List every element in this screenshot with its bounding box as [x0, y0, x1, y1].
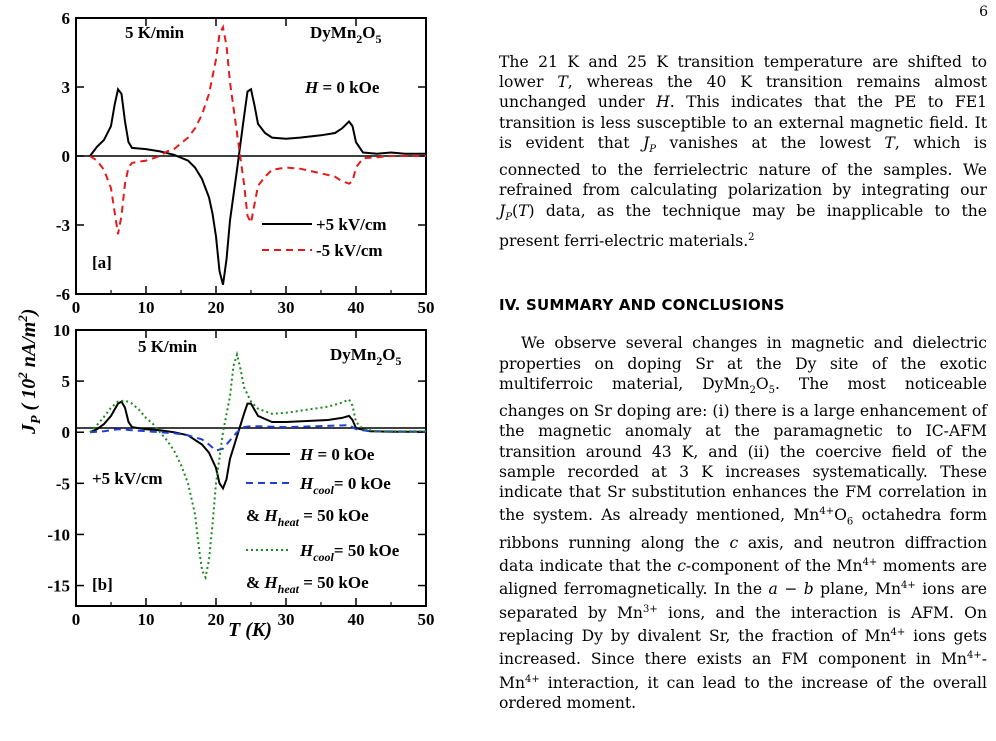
- paragraph-transition: The 21 K and 25 K transition temperature are shifted to lower T, whereas the 40 K transition remains almost unchanged under H. This indicates that the PE to FE1 transition is less susceptible to an external magnetic field. It is evident that $J_P$ vanishes at the lowest T, which is connected to the ferrielectric nature of the samples. We refrained from calculating polarization by integrating our $J_P(T)$ data, as the technique may be inapplicable to the present ferri-electric materials.$^2$: [499, 53, 987, 251]
- panel-b-rate: 5 K/min: [138, 337, 198, 356]
- x-tick-label: 40: [347, 610, 365, 629]
- legend-b-hheat50-2: & $H_{heat} = 50$ kOe: [246, 573, 369, 596]
- y-tick-label: -6: [55, 285, 70, 304]
- legend-a-minus5: -5 kV/cm: [316, 241, 383, 260]
- panel-b-sample: $DyMn_2O_5$: [330, 345, 402, 368]
- legend-b-h0: H = 0 kOe: [300, 445, 375, 464]
- y-tick-label: 5: [61, 372, 70, 392]
- legend-a-plus5: +5 kV/cm: [316, 215, 387, 234]
- x-tick-label: 50: [417, 298, 435, 317]
- y-tick-label: 0: [61, 147, 70, 166]
- x-tick-label: 40: [347, 298, 365, 317]
- x-tick-label: 30: [277, 610, 295, 629]
- x-tick-label: 20: [207, 610, 225, 629]
- figure-jp-vs-temperature: [0, 0, 470, 645]
- panel-a: [56, 9, 435, 317]
- y-tick-label: 3: [61, 78, 70, 97]
- x-tick-label: 30: [277, 298, 295, 317]
- panel-a-rate: 5 K/min: [125, 23, 185, 42]
- x-tick-label: 10: [137, 610, 155, 629]
- legend-b-hcool50: $H_{cool}= 50$ kOe: [300, 541, 400, 564]
- panel-a-x-ticks: [72, 18, 435, 317]
- y-tick-label: -15: [47, 576, 70, 596]
- y-tick-label: -3: [55, 216, 70, 235]
- x-tick-label: 10: [137, 298, 155, 317]
- x-tick-label: 20: [207, 298, 225, 317]
- y-tick-label: 10: [53, 321, 70, 340]
- panel-b: [47, 321, 434, 629]
- series-a-minus5kv: [90, 27, 426, 234]
- panel-b-frame: [76, 330, 426, 606]
- x-tick-label: 50: [417, 610, 435, 629]
- legend-b-hheat50-1: & $H_{heat} = 50$ kOe: [246, 506, 369, 529]
- text-column: [499, 52, 987, 713]
- y-tick-label: -10: [47, 525, 70, 545]
- page-number: 6: [979, 4, 988, 20]
- y-tick-label: 6: [61, 9, 70, 28]
- panel-a-field: H = 0 kOe: [305, 78, 380, 97]
- paragraph-summary: We observe several changes in magnetic and dielectric properties on doping Sr at the Dy site of the exotic multiferroic material, $DyMn_2O_5$. The most noticeable changes on Sr doping are: (i) there is a large enhancement of the magnetic anomaly at the paramagnetic to IC-AFM transition around 43 K, and (ii) the coercive field of the sample recorded at 3 K increases systematically. These indicate that Sr substitution enhances the FM correlation in the system. As already mentioned, $Mn^{4+}O_6$ octahedra form ribbons running along the c axis, and neutron diffraction data indicate that the c-component of the $Mn^{4+}$ moments are aligned ferromagnetically. In the a − b plane, $Mn^{4+}$ ions are separated by $Mn^{3+}$ ions, and the interaction is AFM. On replacing Dy by divalent Sr, the fraction of $Mn^{4+}$ ions gets increased. Since there exists an FM component in $Mn^{4+}-Mn^{4+}$ interaction, it can lead to the increase of the overall ordered moment.: [499, 334, 988, 713]
- y-axis-label: $J_P$ ( $10^2$ $nA/m^2$): [15, 308, 44, 434]
- section-heading: IV. SUMMARY AND CONCLUSIONS: [499, 296, 785, 315]
- y-tick-label: -5: [55, 474, 70, 494]
- y-tick-label: 0: [61, 423, 70, 443]
- panel-a-tag: [a]: [92, 253, 112, 272]
- panel-a-sample: $DyMn_2O_5$: [310, 23, 382, 46]
- panel-b-tag: [b]: [92, 575, 113, 594]
- legend-b-hcool0: $H_{cool}= 0$ kOe: [300, 474, 391, 497]
- panel-b-efield: +5 kV/cm: [92, 469, 163, 488]
- x-axis-label: T (K): [228, 619, 272, 641]
- x-tick-label: 0: [71, 298, 81, 317]
- x-tick-label: 0: [71, 610, 81, 629]
